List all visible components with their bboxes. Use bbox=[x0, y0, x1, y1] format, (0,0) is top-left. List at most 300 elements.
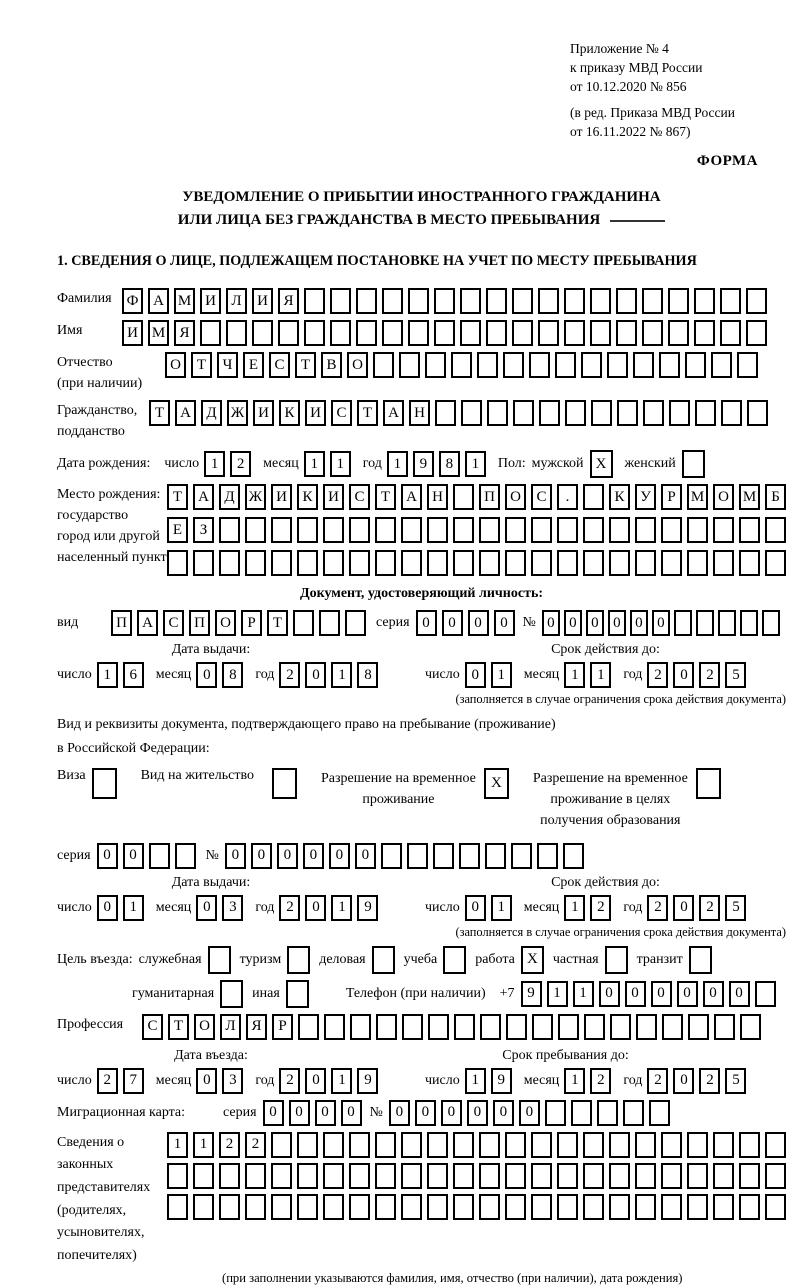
form-cell bbox=[597, 1100, 618, 1126]
form-cell bbox=[661, 550, 682, 576]
form-cell: 0 bbox=[608, 610, 626, 636]
form-cell: 0 bbox=[599, 981, 620, 1007]
form-cell: 9 bbox=[413, 451, 434, 477]
form-cell bbox=[529, 352, 550, 378]
form-cell: 9 bbox=[357, 1068, 378, 1094]
form-cell bbox=[617, 400, 638, 426]
doc-issue-heading: Дата выдачи: bbox=[171, 642, 251, 658]
form-cell bbox=[382, 288, 403, 314]
form-cell: З bbox=[193, 517, 214, 543]
form-cell bbox=[746, 320, 767, 346]
checkbox bbox=[605, 946, 628, 974]
sex-male-label: мужской bbox=[531, 456, 584, 472]
form-cell bbox=[740, 1014, 761, 1040]
form-cell bbox=[485, 843, 506, 869]
form-cell: 2 bbox=[699, 895, 720, 921]
form-cell: 0 bbox=[442, 610, 463, 636]
form-cell: Р bbox=[241, 610, 262, 636]
form-title-line1: УВЕДОМЛЕНИЕ О ПРИБЫТИИ ИНОСТРАННОГО ГРАЖДАНИНА bbox=[182, 189, 661, 206]
checkbox-option bbox=[319, 946, 394, 974]
form-cell bbox=[532, 1014, 553, 1040]
identity-doc-row bbox=[57, 610, 786, 636]
migration-series-label: серия bbox=[223, 1104, 257, 1120]
form-cell bbox=[762, 610, 780, 636]
form-cell: Р bbox=[661, 484, 682, 510]
form-cell bbox=[319, 610, 340, 636]
form-cell bbox=[425, 352, 446, 378]
form-cell: А bbox=[383, 400, 404, 426]
form-cell bbox=[590, 320, 611, 346]
form-cell: К bbox=[297, 484, 318, 510]
purpose-options bbox=[139, 946, 721, 974]
checkbox-option-label: иная bbox=[252, 985, 280, 1001]
form-cell bbox=[557, 550, 578, 576]
form-cell: 1 bbox=[204, 451, 225, 477]
form-cell bbox=[720, 320, 741, 346]
form-cell: 0 bbox=[625, 981, 646, 1007]
form-cell: 1 bbox=[547, 981, 568, 1007]
form-cell bbox=[747, 400, 768, 426]
date-part-cells bbox=[564, 662, 611, 688]
checkbox-option bbox=[553, 946, 628, 974]
form-cell bbox=[297, 550, 318, 576]
form-cell bbox=[200, 320, 221, 346]
form-cell bbox=[713, 550, 734, 576]
sex-female-label: женский bbox=[624, 456, 676, 472]
form-cell: 1 bbox=[491, 662, 512, 688]
form-cell: 1 bbox=[564, 895, 585, 921]
form-cell bbox=[486, 320, 507, 346]
form-cell bbox=[635, 550, 656, 576]
form-cell: 1 bbox=[564, 662, 585, 688]
form-cell bbox=[407, 843, 428, 869]
name-label: Имя bbox=[57, 323, 83, 339]
form-cell bbox=[696, 768, 721, 799]
date-part-label: число bbox=[425, 899, 460, 915]
visa-checkbox bbox=[92, 768, 117, 799]
form-cell bbox=[694, 320, 715, 346]
form-cell bbox=[513, 400, 534, 426]
date-part-label: месяц bbox=[523, 1072, 560, 1088]
temp-residence-label: Разрешение на временное проживание bbox=[320, 770, 476, 807]
date-part-cells bbox=[465, 895, 512, 921]
edition-line: от 16.11.2022 № 867) bbox=[570, 123, 691, 139]
form-cell bbox=[323, 1194, 344, 1220]
permit-issue-heading: Дата выдачи: bbox=[171, 874, 251, 890]
form-cell bbox=[538, 320, 559, 346]
form-cell bbox=[668, 288, 689, 314]
date-part-label: число bbox=[57, 1072, 92, 1088]
form-cell bbox=[479, 1194, 500, 1220]
migration-card-row bbox=[57, 1100, 786, 1126]
form-cell: 1 bbox=[573, 981, 594, 1007]
form-cell bbox=[433, 843, 454, 869]
form-cell: 0 bbox=[263, 1100, 284, 1126]
form-cell: 0 bbox=[305, 662, 326, 688]
form-cell: Н bbox=[427, 484, 448, 510]
permit-series-row bbox=[57, 843, 786, 869]
form-cell bbox=[739, 517, 760, 543]
form-cell bbox=[323, 1163, 344, 1189]
form-cell bbox=[740, 610, 758, 636]
form-cell bbox=[668, 320, 689, 346]
date-part-label: месяц bbox=[155, 667, 192, 683]
form-cell: А bbox=[175, 400, 196, 426]
checkbox-option bbox=[637, 946, 712, 974]
permit-issue-date bbox=[57, 895, 390, 921]
form-cell: Т bbox=[168, 1014, 189, 1040]
checkbox bbox=[689, 946, 712, 974]
form-cell bbox=[271, 1194, 292, 1220]
stay-until-heading: Срок пребывания до: bbox=[502, 1047, 629, 1063]
form-cell: 2 bbox=[219, 1132, 240, 1158]
birthdate-label: Дата рождения: bbox=[57, 456, 151, 472]
form-cell bbox=[454, 1014, 475, 1040]
form-cell bbox=[356, 320, 377, 346]
form-cell: И bbox=[253, 400, 274, 426]
date-part-label: год bbox=[255, 899, 275, 915]
form-cell: Д bbox=[219, 484, 240, 510]
form-cell: М bbox=[174, 288, 195, 314]
field-profession bbox=[57, 1014, 786, 1040]
form-cell: 5 bbox=[725, 1068, 746, 1094]
form-cell bbox=[713, 1163, 734, 1189]
doc-number-label: № bbox=[522, 615, 536, 631]
birthdate-group bbox=[164, 451, 497, 477]
residence-permit-label: Вид на жительство bbox=[140, 767, 254, 783]
form-cell: 0 bbox=[465, 895, 486, 921]
form-cell bbox=[713, 517, 734, 543]
form-cell bbox=[226, 320, 247, 346]
representatives-row2 bbox=[167, 1163, 786, 1189]
form-cell: 0 bbox=[465, 662, 486, 688]
form-cell bbox=[477, 352, 498, 378]
form-cell: М bbox=[148, 320, 169, 346]
form-cell: 0 bbox=[441, 1100, 462, 1126]
form-cell: 0 bbox=[673, 662, 694, 688]
form-cell: Т bbox=[375, 484, 396, 510]
form-cell bbox=[557, 1132, 578, 1158]
form-cell bbox=[682, 450, 705, 478]
form-cell bbox=[696, 610, 714, 636]
form-cell: М bbox=[687, 484, 708, 510]
form-cell bbox=[591, 400, 612, 426]
form-cell: 1 bbox=[331, 662, 352, 688]
form-cell bbox=[720, 288, 741, 314]
date-part-label: год bbox=[623, 1072, 643, 1088]
form-cell bbox=[271, 550, 292, 576]
form-cell: Е bbox=[167, 517, 188, 543]
form-cell bbox=[685, 352, 706, 378]
form-cell bbox=[487, 400, 508, 426]
form-cell bbox=[661, 1163, 682, 1189]
form-cell bbox=[245, 517, 266, 543]
date-part-label: год bbox=[255, 667, 275, 683]
profession-label: Профессия bbox=[57, 1016, 124, 1032]
doc-kind-label: вид bbox=[57, 615, 79, 631]
phone-prefix: +7 bbox=[499, 985, 515, 1001]
form-cell bbox=[345, 610, 366, 636]
field-birthplace bbox=[57, 484, 786, 576]
form-cell: Ф bbox=[122, 288, 143, 314]
form-cell bbox=[375, 1132, 396, 1158]
form-cell bbox=[245, 1194, 266, 1220]
field-surname bbox=[57, 288, 786, 314]
form-cell bbox=[479, 1163, 500, 1189]
form-cell: 0 bbox=[123, 843, 144, 869]
date-part-cells bbox=[647, 662, 746, 688]
form-cell: Л bbox=[226, 288, 247, 314]
form-cell bbox=[219, 1194, 240, 1220]
form-cell bbox=[512, 288, 533, 314]
date-part-label: год bbox=[255, 1072, 275, 1088]
form-cell bbox=[687, 517, 708, 543]
form-cell: Л bbox=[220, 1014, 241, 1040]
form-title-line2: ИЛИ ЛИЦА БЕЗ ГРАЖДАНСТВА В МЕСТО ПРЕБЫВАНИЯ bbox=[177, 211, 601, 228]
form-cell bbox=[642, 288, 663, 314]
form-cell: 9 bbox=[491, 1068, 512, 1094]
form-cell bbox=[687, 1163, 708, 1189]
name-cells bbox=[122, 320, 767, 346]
form-cell bbox=[765, 517, 786, 543]
form-cell: М bbox=[739, 484, 760, 510]
form-cell bbox=[399, 352, 420, 378]
form-cell bbox=[635, 1132, 656, 1158]
form-cell: 0 bbox=[673, 895, 694, 921]
form-cell: 0 bbox=[564, 610, 582, 636]
checkbox-option bbox=[240, 946, 311, 974]
form-cell: 1 bbox=[465, 451, 486, 477]
form-cell bbox=[381, 843, 402, 869]
checkbox-option-label: частная bbox=[552, 951, 599, 967]
form-cell bbox=[564, 288, 585, 314]
form-cell: Т bbox=[149, 400, 170, 426]
form-cell bbox=[349, 1163, 370, 1189]
migration-card-label: Миграционная карта: bbox=[57, 1104, 186, 1120]
date-part-cells bbox=[196, 895, 243, 921]
form-cell: С bbox=[163, 610, 184, 636]
form-cell: 2 bbox=[647, 895, 668, 921]
form-cell bbox=[581, 352, 602, 378]
form-cell bbox=[694, 288, 715, 314]
checkbox bbox=[286, 980, 309, 1008]
profession-cells bbox=[142, 1014, 761, 1040]
form-cell bbox=[506, 1014, 527, 1040]
date-part-label: число bbox=[57, 667, 92, 683]
form-cell: 1 bbox=[564, 1068, 585, 1094]
edu-residence-label: Разрешение на временное проживание в целях получения образования bbox=[532, 770, 688, 828]
form-cell bbox=[662, 1014, 683, 1040]
form-cell bbox=[538, 288, 559, 314]
form-cell bbox=[687, 1132, 708, 1158]
form-cell: И bbox=[271, 484, 292, 510]
form-cell bbox=[674, 610, 692, 636]
form-cell: К bbox=[609, 484, 630, 510]
form-cell: 2 bbox=[647, 662, 668, 688]
form-cell bbox=[375, 1163, 396, 1189]
form-cell: 2 bbox=[647, 1068, 668, 1094]
form-cell: С bbox=[269, 352, 290, 378]
form-cell: С bbox=[531, 484, 552, 510]
form-cell bbox=[349, 550, 370, 576]
form-cell: 0 bbox=[355, 843, 376, 869]
form-cell bbox=[583, 1194, 604, 1220]
form-cell bbox=[695, 400, 716, 426]
form-cell bbox=[297, 517, 318, 543]
sex-male-checkbox bbox=[590, 450, 613, 478]
form-cell bbox=[718, 610, 736, 636]
form-cell bbox=[451, 352, 472, 378]
form-cell bbox=[434, 288, 455, 314]
form-cell bbox=[149, 843, 170, 869]
form-cell bbox=[669, 400, 690, 426]
date-part-label: число bbox=[425, 667, 460, 683]
checkbox-option-label: учеба bbox=[403, 951, 438, 967]
form-cell: Р bbox=[272, 1014, 293, 1040]
identity-doc-heading: Документ, удостоверяющий личность: bbox=[299, 586, 544, 602]
form-cell: 0 bbox=[97, 895, 118, 921]
date-part-label: год bbox=[623, 899, 643, 915]
checkbox bbox=[287, 946, 310, 974]
birthplace-row2 bbox=[167, 517, 786, 543]
form-cell bbox=[661, 1194, 682, 1220]
date-part-cells bbox=[564, 1068, 611, 1094]
form-cell bbox=[739, 550, 760, 576]
form-cell: 1 bbox=[590, 662, 611, 688]
form-cell: 1 bbox=[387, 451, 408, 477]
date-part-cells bbox=[647, 895, 746, 921]
form-cell bbox=[636, 1014, 657, 1040]
purpose-row2 bbox=[132, 980, 786, 1008]
checkbox-option-label: туризм bbox=[239, 951, 282, 967]
form-cell bbox=[609, 1163, 630, 1189]
form-cell bbox=[765, 1194, 786, 1220]
doc-number-cells bbox=[542, 610, 780, 636]
date-part-label: месяц bbox=[523, 899, 560, 915]
date-part-label: число bbox=[425, 1072, 460, 1088]
form-cell bbox=[711, 352, 732, 378]
form-cell: 1 bbox=[97, 662, 118, 688]
date-part-cells bbox=[196, 1068, 243, 1094]
form-cell bbox=[609, 550, 630, 576]
form-cell bbox=[453, 517, 474, 543]
permit-expiry-date bbox=[425, 895, 758, 921]
annex-block bbox=[570, 40, 786, 141]
form-cell: 2 bbox=[230, 451, 251, 477]
form-cell bbox=[349, 1194, 370, 1220]
field-citizenship bbox=[57, 400, 786, 442]
form-cell bbox=[746, 288, 767, 314]
form-cell: 2 bbox=[279, 1068, 300, 1094]
form-cell bbox=[297, 1194, 318, 1220]
form-cell: 0 bbox=[415, 1100, 436, 1126]
date-part-cells bbox=[279, 1068, 378, 1094]
form-cell: Я bbox=[246, 1014, 267, 1040]
form-cell bbox=[401, 1163, 422, 1189]
form-cell bbox=[401, 1194, 422, 1220]
form-cell: 2 bbox=[97, 1068, 118, 1094]
form-cell bbox=[297, 1132, 318, 1158]
form-cell bbox=[427, 550, 448, 576]
checkbox-option bbox=[252, 980, 309, 1008]
form-cell bbox=[324, 1014, 345, 1040]
form-cell bbox=[531, 1132, 552, 1158]
form-cell: И bbox=[252, 288, 273, 314]
citizenship-label: Гражданство, подданство bbox=[57, 403, 138, 440]
form-cell bbox=[635, 517, 656, 543]
doc-series-label: серия bbox=[376, 615, 410, 631]
form-cell: В bbox=[321, 352, 342, 378]
form-cell: 0 bbox=[630, 610, 648, 636]
form-cell bbox=[755, 981, 776, 1007]
form-cell bbox=[323, 1132, 344, 1158]
form-cell: 0 bbox=[303, 843, 324, 869]
checkbox-option-label: служебная bbox=[138, 951, 202, 967]
form-cell: 0 bbox=[494, 610, 515, 636]
form-cell: С bbox=[142, 1014, 163, 1040]
form-cell: Я bbox=[174, 320, 195, 346]
form-cell: 0 bbox=[468, 610, 489, 636]
form-cell bbox=[330, 320, 351, 346]
form-cell: О bbox=[505, 484, 526, 510]
form-cell: 2 bbox=[590, 895, 611, 921]
phone-cells bbox=[521, 981, 776, 1007]
form-cell bbox=[298, 1014, 319, 1040]
form-cell: Е bbox=[243, 352, 264, 378]
form-cell bbox=[531, 517, 552, 543]
form-cell bbox=[349, 1132, 370, 1158]
form-cell bbox=[649, 1100, 670, 1126]
form-cell bbox=[505, 517, 526, 543]
form-cell: О bbox=[165, 352, 186, 378]
form-cell: 9 bbox=[357, 895, 378, 921]
form-cell bbox=[427, 1132, 448, 1158]
form-cell bbox=[555, 352, 576, 378]
form-cell bbox=[557, 1163, 578, 1189]
form-cell bbox=[714, 1014, 735, 1040]
permit-dates bbox=[57, 875, 786, 940]
permit-number-cells bbox=[225, 843, 584, 869]
form-cell bbox=[219, 550, 240, 576]
surname-label: Фамилия bbox=[57, 291, 112, 307]
form-cell: 1 bbox=[465, 1068, 486, 1094]
checkbox-option-label: гуманитарная bbox=[132, 985, 215, 1001]
form-cell: 2 bbox=[279, 895, 300, 921]
form-cell bbox=[479, 517, 500, 543]
form-cell: Н bbox=[409, 400, 430, 426]
sex-label: Пол: bbox=[497, 456, 526, 472]
sex-female-checkbox bbox=[682, 450, 705, 478]
form-cell bbox=[609, 1132, 630, 1158]
permit-expiry-heading: Срок действия до: bbox=[551, 874, 660, 890]
form-cell bbox=[616, 288, 637, 314]
form-cell: 3 bbox=[222, 1068, 243, 1094]
form-cell bbox=[330, 288, 351, 314]
permit-expiry-note: (заполняется в случае ограничения срока действия документа) bbox=[455, 924, 786, 939]
patronymic-cells bbox=[165, 352, 758, 378]
date-part-cells bbox=[647, 1068, 746, 1094]
stay-until-date bbox=[425, 1068, 758, 1094]
form-cell: 2 bbox=[590, 1068, 611, 1094]
form-cell bbox=[304, 320, 325, 346]
residence-permit-checkbox bbox=[272, 768, 297, 799]
form-cell bbox=[643, 400, 664, 426]
form-cell bbox=[453, 1163, 474, 1189]
date-part-cells bbox=[97, 1068, 144, 1094]
form-cell bbox=[721, 400, 742, 426]
form-cell bbox=[531, 1194, 552, 1220]
representatives-row3 bbox=[167, 1194, 786, 1220]
